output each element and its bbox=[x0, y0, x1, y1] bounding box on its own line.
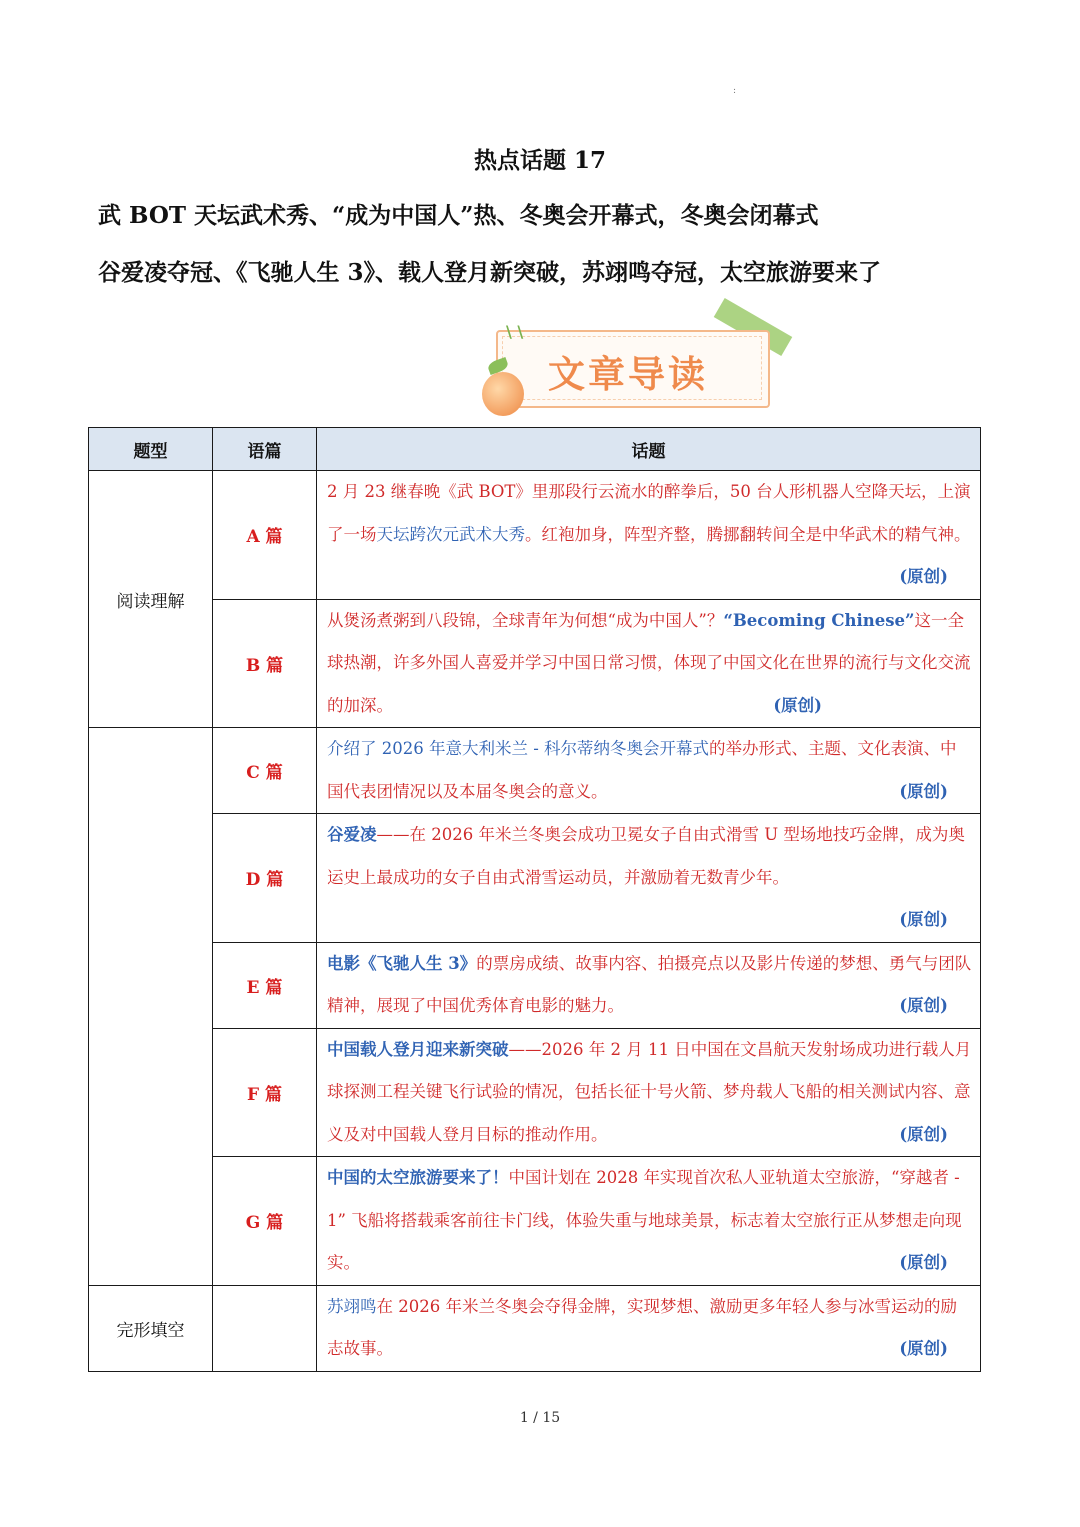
part-f: F 篇 bbox=[213, 1028, 317, 1157]
part-a: A 篇 bbox=[213, 471, 317, 600]
table-row bbox=[89, 1157, 981, 1286]
topic-d: 谷爱凌——在 2026 年米兰冬奥会成功卫冕女子自由式滑雪 U 型场地技巧金牌，成为奥运史上最成功的女子自由式滑雪运动员，并激励着无数青少年。 (原创) bbox=[317, 814, 981, 943]
peach-icon bbox=[482, 372, 524, 416]
topic-b: 从煲汤煮粥到八段锦，全球青年为何想“成为中国人”？“Becoming Chinese”这一全球热潮，许多外国人喜爱并学习中国日常习惯，体现了中国文化在世界的流行与文化交流的加深。 (原创) bbox=[317, 599, 981, 728]
header-type: 题型 bbox=[89, 428, 213, 471]
topic-f: 中国载人登月迎来新突破——2026 年 2 月 11 日中国在文昌航天发射场成功进行载人月球探测工程关键飞行试验的情况，包括长征十号火箭、梦舟载人飞船的相关测试内容、意义及对中国载人登月目标的推动作用。 (原创) bbox=[317, 1028, 981, 1157]
topic-g: 中国的太空旅游要来了！中国计划在 2028 年实现首次私人亚轨道太空旅游，“穿越者 - 1” 飞船将搭载乘客前往卡门线，体验失重与地球美景，标志着太空旅行正从梦想走向现实。 (原创) bbox=[317, 1157, 981, 1286]
topic-line-1: 武 BOT 天坛武术秀、“成为中国人”热、冬奥会开幕式，冬奥会闭幕式 bbox=[98, 202, 819, 229]
table-row bbox=[89, 942, 981, 1028]
table-row bbox=[89, 814, 981, 943]
article-guide-banner bbox=[478, 308, 798, 424]
topic-line-2: 谷爱凌夺冠、《飞驰人生 3》、载人登月新突破，苏翊鸣夺冠，太空旅游要来了 bbox=[98, 259, 882, 286]
header-topic: 话题 bbox=[317, 428, 981, 471]
original-tag: (原创) bbox=[899, 996, 948, 1015]
topic-c: 介绍了 2026 年意大利米兰 - 科尔蒂纳冬奥会开幕式的举办形式、主题、文化表演、中国代表团情况以及本届冬奥会的意义。 (原创) bbox=[317, 728, 981, 814]
page-title: 热点话题 17 bbox=[473, 147, 606, 174]
part-c: C 篇 bbox=[213, 728, 317, 814]
table-row bbox=[89, 1285, 981, 1371]
part-g: G 篇 bbox=[213, 1157, 317, 1286]
topic-a: 2 月 23 继春晚《武 BOT》里那段行云流水的醉拳后，50 台人形机器人空降天坛，上演了一场天坛跨次元武术大秀。红袍加身，阵型齐整，腾挪翻转间全是中华武术的精气神。 (原创) bbox=[317, 471, 981, 600]
header-mark: : bbox=[733, 86, 737, 96]
page-number: 1 / 15 bbox=[519, 1410, 561, 1426]
table-row bbox=[89, 599, 981, 728]
reading-guide-table bbox=[88, 427, 981, 1372]
topic-e: 电影《飞驰人生 3》的票房成绩、故事内容、拍摄亮点以及影片传递的梦想、勇气与团队精神，展现了中国优秀体育电影的魅力。 (原创) bbox=[317, 942, 981, 1028]
type-reading: 阅读理解 bbox=[89, 471, 213, 728]
original-tag: (原创) bbox=[899, 1253, 948, 1272]
part-b: B 篇 bbox=[213, 599, 317, 728]
original-tag: (原创) bbox=[899, 1124, 948, 1144]
type-reading-continued bbox=[89, 728, 213, 1286]
table-header-row bbox=[89, 428, 981, 471]
original-tag: (原创) bbox=[899, 781, 948, 801]
original-tag: (原创) bbox=[899, 567, 948, 586]
part-d: D 篇 bbox=[213, 814, 317, 943]
table-row bbox=[89, 471, 981, 600]
part-cloze bbox=[213, 1285, 317, 1371]
original-tag: (原创) bbox=[899, 910, 948, 929]
original-tag: (原创) bbox=[773, 695, 822, 715]
part-e: E 篇 bbox=[213, 942, 317, 1028]
banner-label: 文章导读 bbox=[548, 353, 708, 396]
original-tag: (原创) bbox=[899, 1339, 948, 1358]
header-part: 语篇 bbox=[213, 428, 317, 471]
type-cloze: 完形填空 bbox=[89, 1285, 213, 1371]
sparkle-lines-icon: \ \ bbox=[506, 322, 524, 341]
table-row bbox=[89, 1028, 981, 1157]
topic-cloze: 苏翊鸣在 2026 年米兰冬奥会夺得金牌，实现梦想、激励更多年轻人参与冰雪运动的励志故事。 (原创) bbox=[317, 1285, 981, 1371]
table-row bbox=[89, 728, 981, 814]
